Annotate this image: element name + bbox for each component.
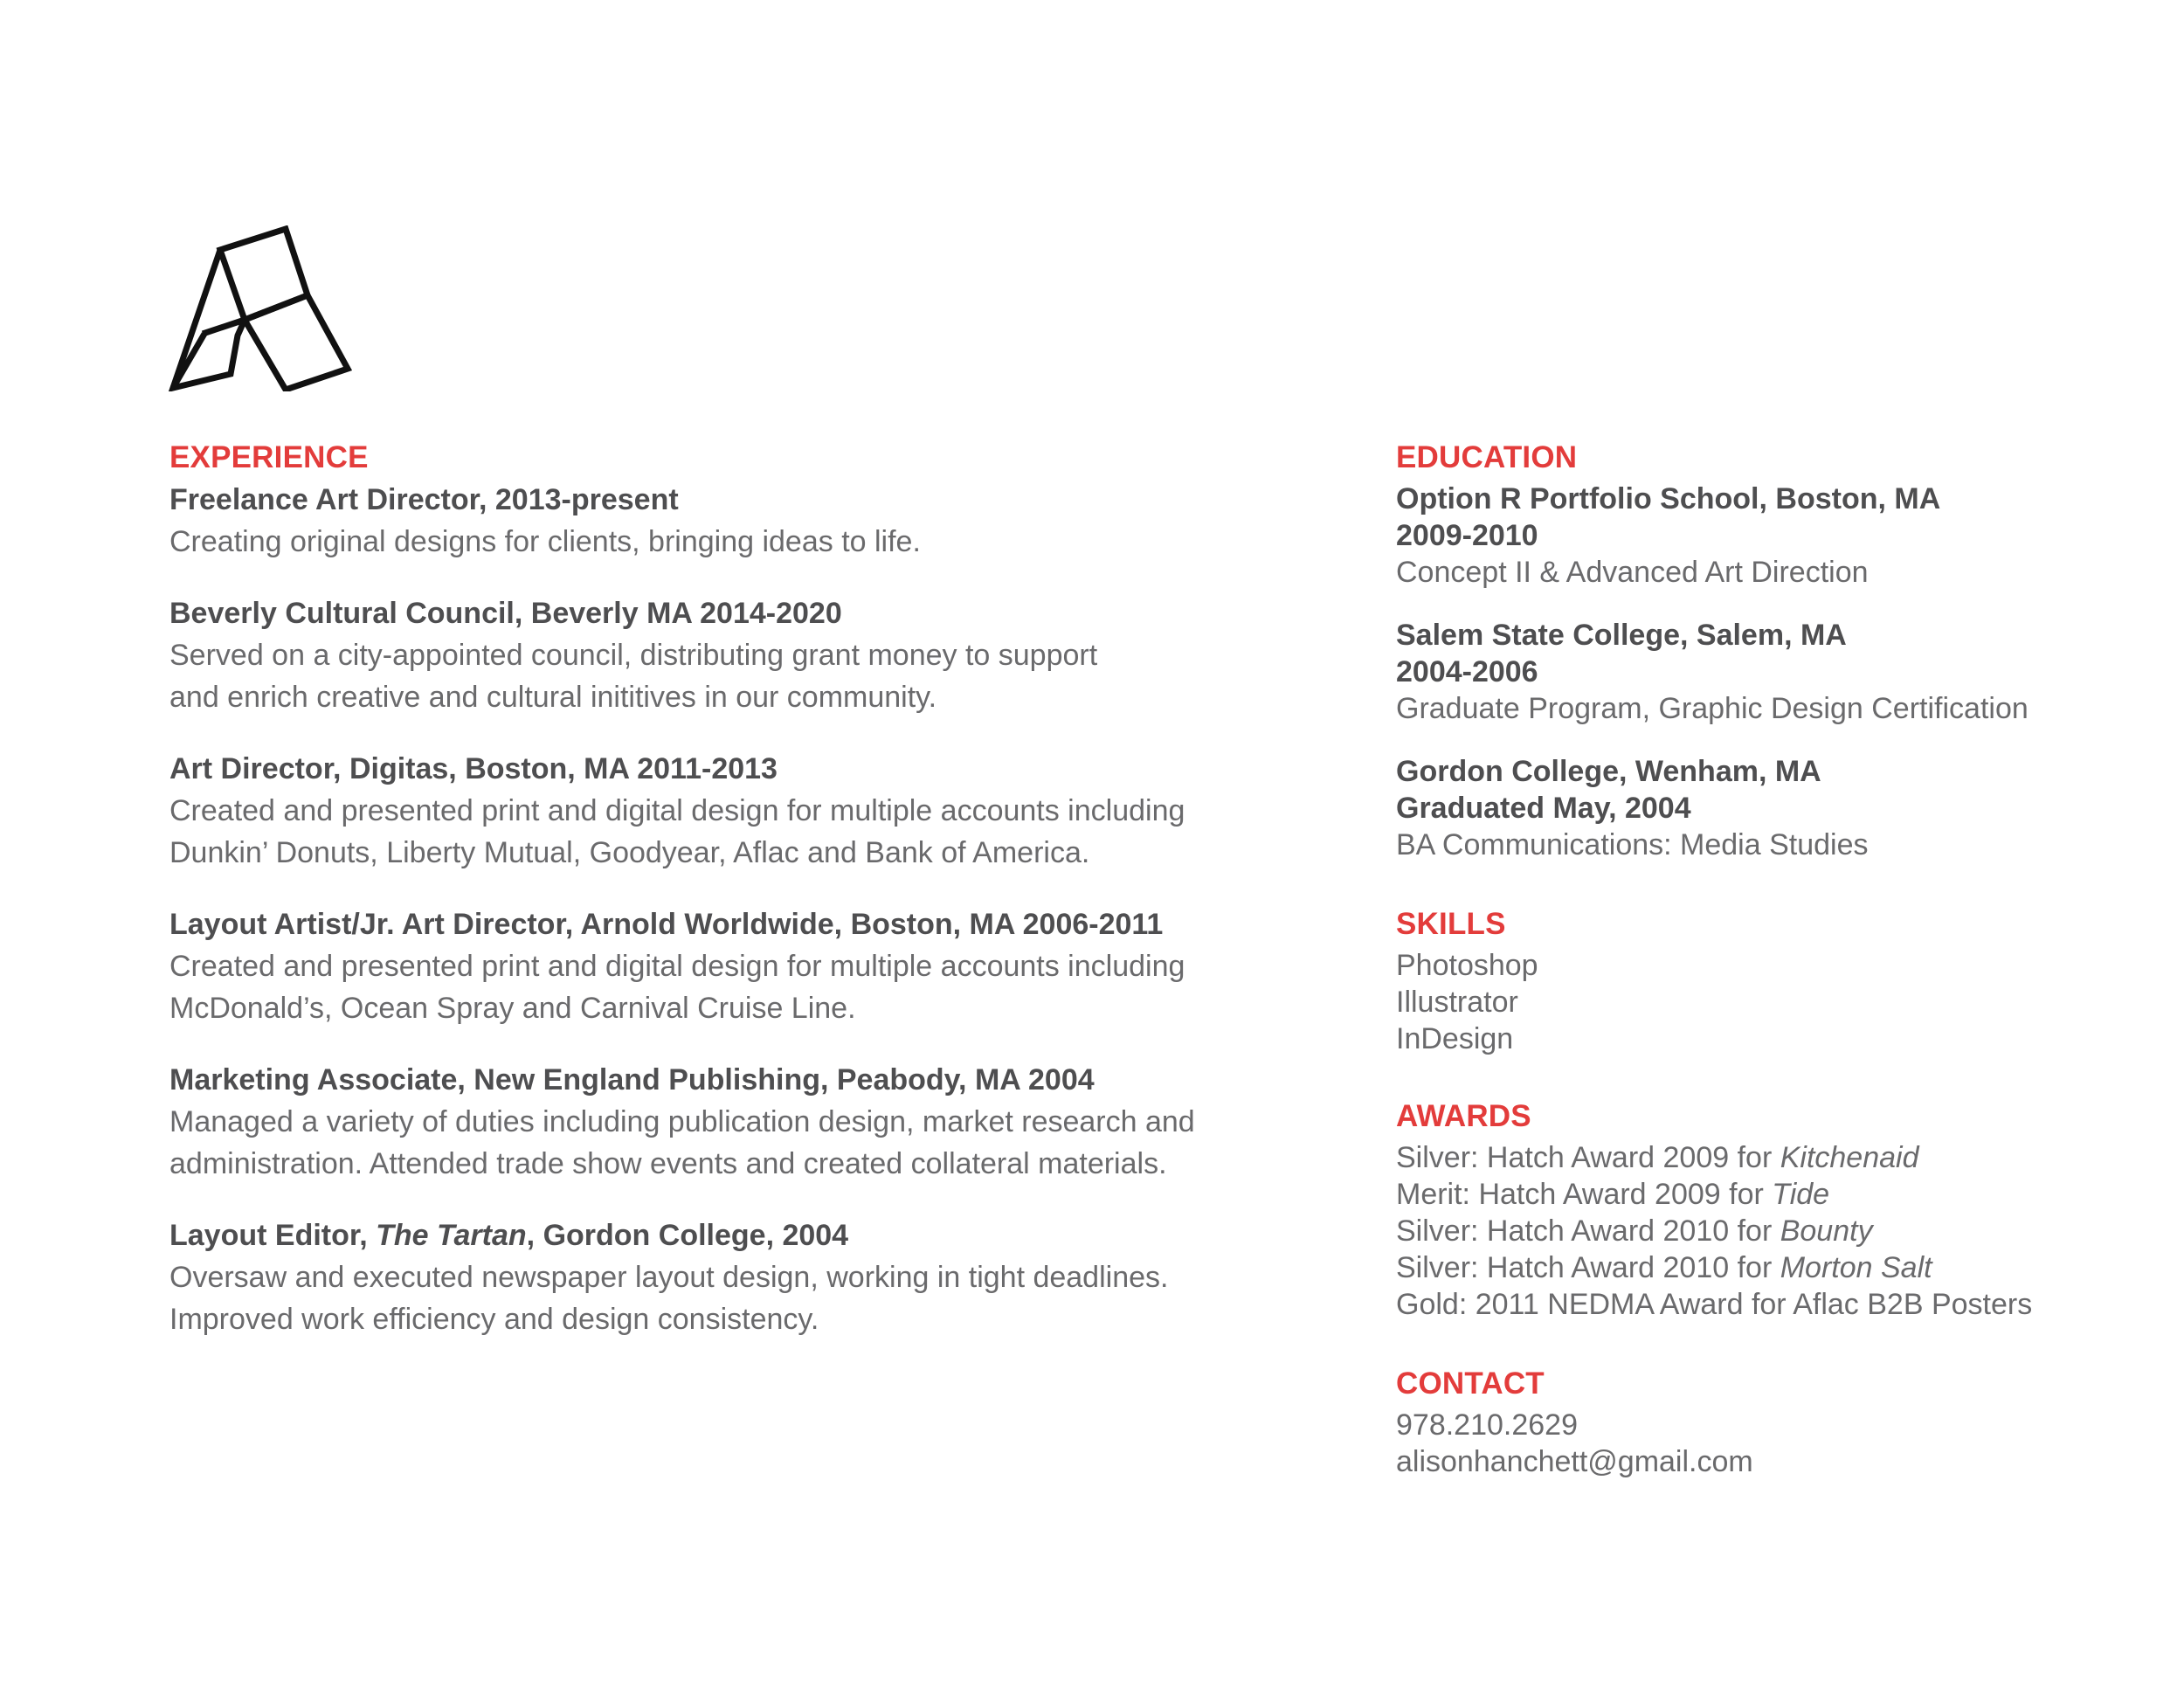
- entry-title: Art Director, Digitas, Boston, MA 2011-2013: [169, 752, 778, 785]
- entry-description: and enrich creative and cultural inititives in our community.: [169, 681, 937, 714]
- entry-title: Marketing Associate, New England Publishing, Peabody, MA 2004: [169, 1063, 1095, 1097]
- education-heading: EDUCATION: [1396, 440, 1578, 474]
- awards-heading: AWARDS: [1396, 1099, 1531, 1133]
- award-item: [1396, 1176, 2147, 1213]
- award-item: [1396, 1286, 2147, 1323]
- entry-description: Created and presented print and digital design for multiple accounts including: [169, 950, 1185, 983]
- entry-title-suffix: , Gordon College, 2004: [526, 1219, 849, 1252]
- entry-description: Served on a city-appointed council, distributing grant money to support: [169, 639, 1098, 672]
- school-detail: Concept II & Advanced Art Direction: [1396, 556, 1869, 589]
- entry-title: Beverly Cultural Council, Beverly MA 2014-2020: [169, 597, 842, 630]
- experience-entry: [169, 1214, 1340, 1340]
- entry-title: Freelance Art Director, 2013-present: [169, 483, 679, 516]
- contact-email[interactable]: alisonhanchett@gmail.com: [1396, 1445, 1753, 1478]
- entry-title-prefix: Layout Editor,: [169, 1219, 377, 1252]
- award-text: Silver: Hatch Award 2009 for: [1396, 1141, 1780, 1174]
- entry-description: Oversaw and executed newspaper layout design, working in tight deadlines.: [169, 1261, 1169, 1294]
- entry-description: Dunkin’ Donuts, Liberty Mutual, Goodyear, Aflac and Bank of America.: [169, 836, 1090, 869]
- education-section: [1396, 437, 2147, 863]
- entry-title: Layout Artist/Jr. Art Director, Arnold Worldwide, Boston, MA 2006-2011: [169, 908, 1164, 941]
- school-years: Graduated May, 2004: [1396, 792, 1691, 825]
- experience-entry: [169, 748, 1340, 874]
- award-brand: Bounty: [1780, 1214, 1873, 1248]
- entry-description: Managed a variety of duties including publication design, market research and: [169, 1105, 1195, 1138]
- award-text: Silver: Hatch Award 2010 for: [1396, 1251, 1780, 1284]
- experience-heading: EXPERIENCE: [169, 440, 369, 474]
- school-name: Salem State College, Salem, MA: [1396, 619, 1847, 652]
- entry-description: Improved work efficiency and design consistency.: [169, 1303, 819, 1336]
- award-text: Silver: Hatch Award 2010 for: [1396, 1214, 1780, 1248]
- school-detail: BA Communications: Media Studies: [1396, 828, 1869, 861]
- award-brand: Morton Salt: [1780, 1251, 1932, 1284]
- contact-heading: CONTACT: [1396, 1366, 1545, 1401]
- award-item: [1396, 1139, 2147, 1176]
- experience-entry: [169, 479, 1340, 563]
- education-entry: [1396, 617, 2147, 727]
- experience-entry: [169, 903, 1340, 1029]
- entry-title: [169, 1214, 1340, 1256]
- entry-description: Creating original designs for clients, bringing ideas to life.: [169, 525, 921, 558]
- experience-section: [169, 437, 1340, 1370]
- skill-item: InDesign: [1396, 1022, 1514, 1055]
- awards-section: [1396, 1096, 2147, 1323]
- skills-heading: SKILLS: [1396, 907, 1506, 941]
- skills-section: [1396, 903, 2147, 1057]
- award-item: [1396, 1249, 2147, 1286]
- sidebar-column: [1396, 437, 2147, 1515]
- school-years: 2004-2006: [1396, 655, 1538, 688]
- entry-description: administration. Attended trade show events and created collateral materials.: [169, 1147, 1167, 1180]
- award-text: Merit: Hatch Award 2009 for: [1396, 1178, 1773, 1211]
- contact-section: [1396, 1363, 2147, 1480]
- skill-item: Illustrator: [1396, 986, 1518, 1019]
- experience-entry: [169, 592, 1340, 718]
- entry-description: McDonald’s, Ocean Spray and Carnival Cruise Line.: [169, 992, 856, 1025]
- award-brand: Kitchenaid: [1780, 1141, 1919, 1174]
- school-detail: Graduate Program, Graphic Design Certification: [1396, 692, 2028, 725]
- award-brand: Tide: [1772, 1178, 1830, 1211]
- publication-name: The Tartan: [376, 1219, 527, 1252]
- award-text: Gold: 2011 NEDMA Award for Aflac B2B Posters: [1396, 1288, 2033, 1321]
- education-entry: [1396, 753, 2147, 863]
- stylized-letter-a-logo-icon: [168, 225, 355, 391]
- entry-description: Created and presented print and digital design for multiple accounts including: [169, 794, 1185, 827]
- award-item: [1396, 1213, 2147, 1249]
- school-name: Gordon College, Wenham, MA: [1396, 755, 1821, 788]
- skill-item: Photoshop: [1396, 949, 1538, 982]
- school-years: 2009-2010: [1396, 519, 1538, 552]
- education-entry: [1396, 481, 2147, 591]
- contact-phone[interactable]: 978.210.2629: [1396, 1408, 1578, 1442]
- school-name: Option R Portfolio School, Boston, MA: [1396, 482, 1941, 515]
- experience-entry: [169, 1059, 1340, 1185]
